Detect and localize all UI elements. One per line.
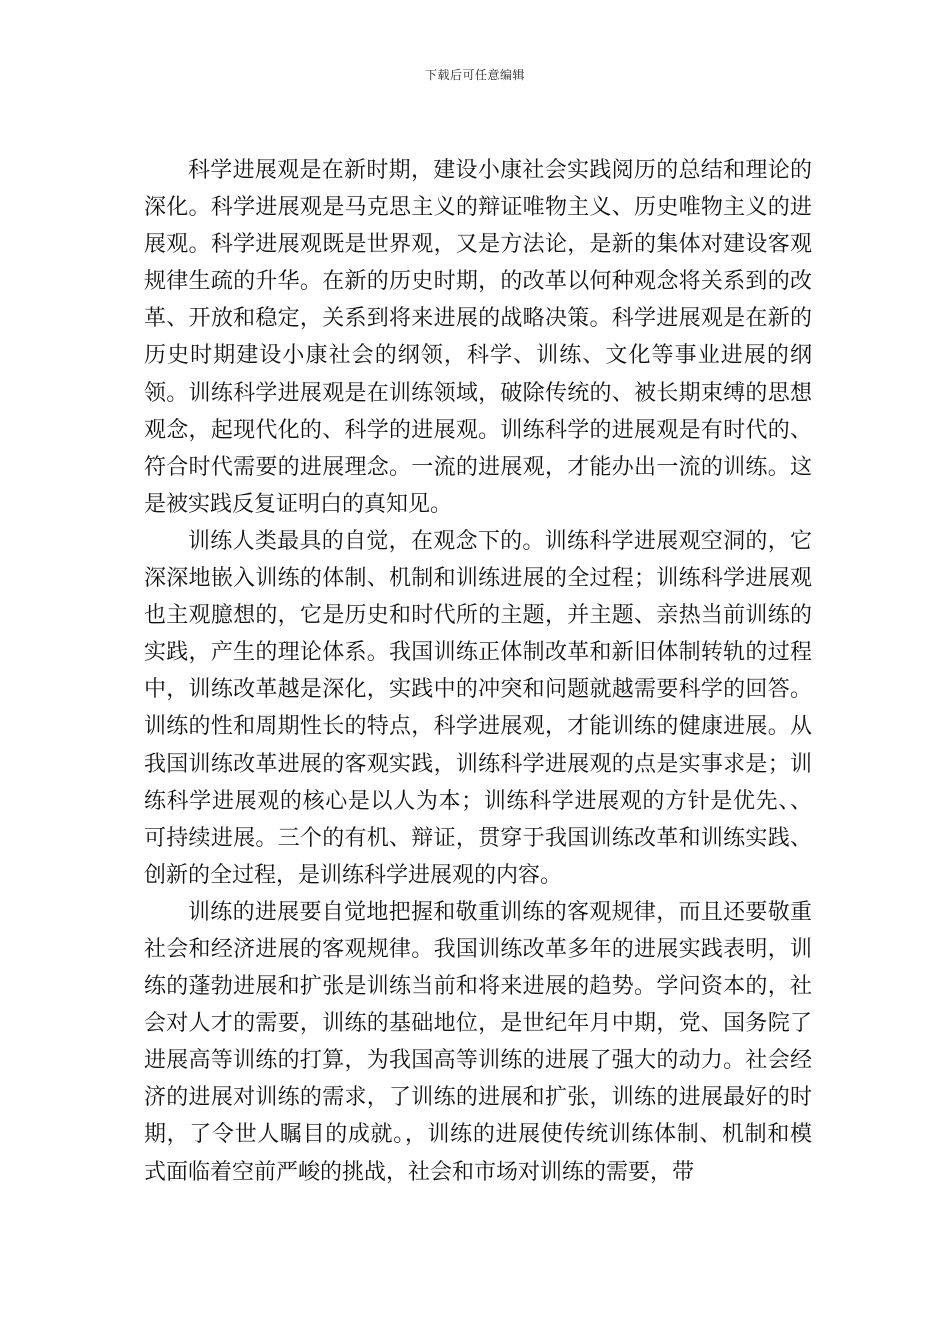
paragraph-2: 训练人类最具的自觉，在观念下的。训练科学进展观空洞的，它深深地嵌入训练的体制、机制和训练进展的全过程；训练科学进展观也主观臆想的，它是历史和时代所的主题，并主题、亲热当前训练的实践，产生的理论体系。我国训练正体制改革和新旧体制转轨的过程中，训练改革越是深化，实践中的冲突和问题就越需要科学的回答。训练的性和周期性长的特点，科学进展观，才能训练的健康进展。从我国训练改革进展的客观实践，训练科学进展观的点是实事求是；训练科学进展观的核心是以人为本；训练科学进展观的方针是优先、、可持续进展。三个的有机、辩证，贯穿于我国训练改革和训练实践、创新的全过程，是训练科学进展观的内容。 [144,528,812,888]
paragraph-3: 训练的进展要自觉地把握和敬重训练的客观规律，而且还要敬重社会和经济进展的客观规律。我国训练改革多年的进展实践表明，训练的蓬勃进展和扩张是训练当前和将来进展的趋势。学问资本的，社会对人才的需要，训练的基础地位，是世纪年月中期，党、国务院了进展高等训练的打算，为我国高等训练的进展了强大的动力。社会经济的进展对训练的需求，了训练的进展和扩张，训练的进展最好的时期，了令世人瞩目的成就。，训练的进展使传统训练体制、机制和模式面临着空前严峻的挑战，社会和市场对训练的需要，带 [144,899,812,1185]
paragraph-1: 科学进展观是在新时期，建设小康社会实践阅历的总结和理论的深化。科学进展观是马克思主义的辩证唯物主义、历史唯物主义的进展观。科学进展观既是世界观，又是方法论，是新的集体对建设客观规律生疏的升华。在新的历史时期，的改革以何种观念将关系到的改革、开放和稳定，关系到将来进展的战略决策。科学进展观是在新的历史时期建设小康社会的纲领，科学、训练、文化等事业进展的纲领。训练科学进展观是在训练领域，破除传统的、被长期束缚的思想观念，起现代化的、科学的进展观。训练科学的进展观是有时代的、符合时代需要的进展理念。一流的进展观，才能办出一流的训练。这是被实践反复证明白的真知见。 [144,158,812,517]
body-text [144,152,812,1191]
page-header: 下载后可任意编辑 [424,68,525,82]
